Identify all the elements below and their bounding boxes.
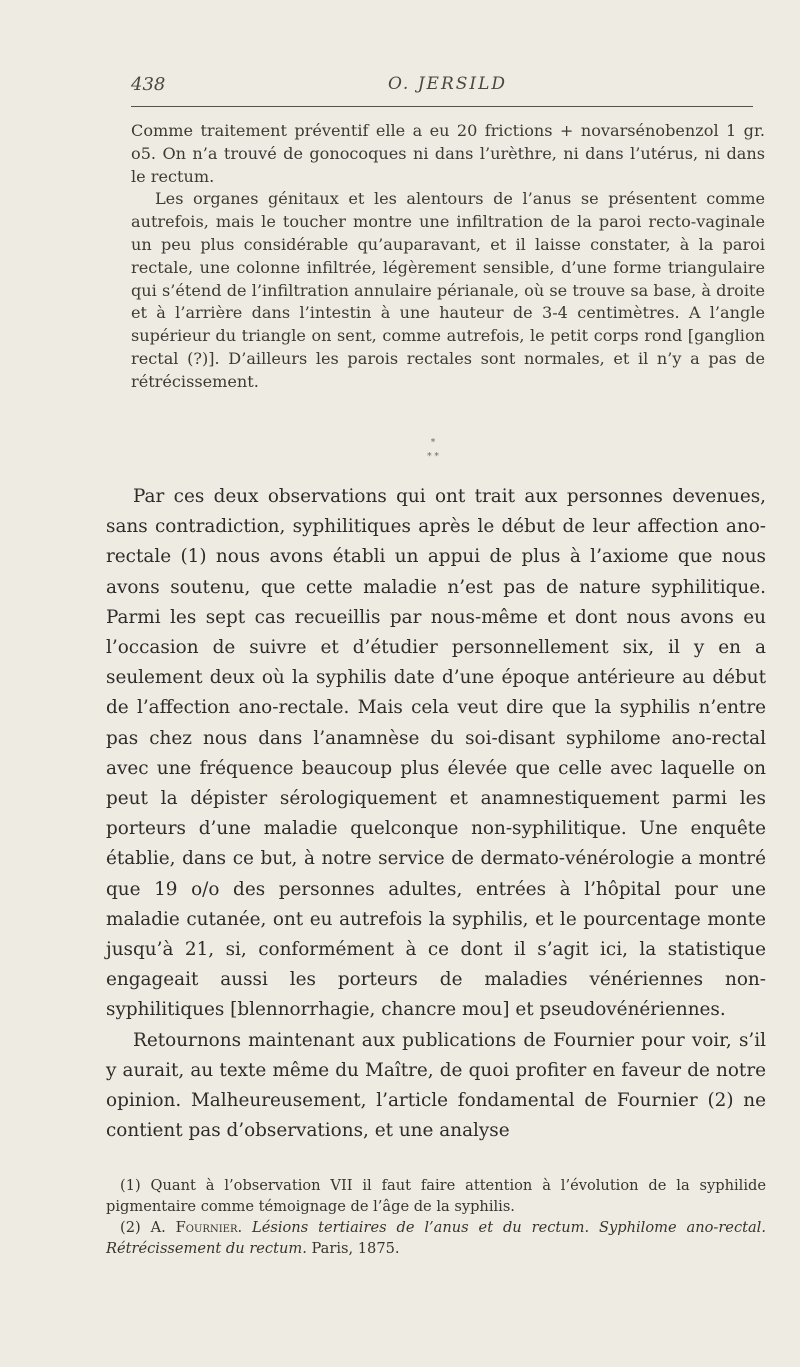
- paragraph: Retournons maintenant aux publications de Fournier pour voir, s’il y aurait, au texte même du Maître, de quoi profiter en faveur de notre opinion. Malheureusement, l’article fondamental de Fournier (2) ne contient pas d’observations, et une analyse: [106, 1029, 766, 1142]
- paragraph: Les organes génitaux et les alentours de l’anus se présentent comme autrefois, mais le toucher montre une infiltration de la paroi recto-vaginale un peu plus considérable qu’auparavant, et il laisse constater, à la paroi rectale, une colonne infiltrée, légèrement sensible, d’une forme triangulaire qui s’étend de l’infiltration annulaire périanale, où se trouve sa base, à droite et à l’arrière dans l’intestin à une hauteur de 3-4 centimètres. A l’angle supérieur du triangle on sent, comme autrefois, le petit corps rond [ganglion rectal (?)]. D’ailleurs les parois rectales sont normales, et il n’y a pas de rétrécissement.: [131, 189, 765, 391]
- footnote-1: (1) Quant à l’observation VII il faut faire attention à l’évolution de la syphilide pigmentaire comme témoignage de l’âge de la syphilis.: [106, 1177, 766, 1215]
- paragraph: Par ces deux observations qui ont trait aux personnes devenues, sans contradiction, syphilitiques après le début de leur affection ano-rectale (1) nous avons établi un appui de plus à l’axiome que nous avons soutenu, que cette maladie n’est pas de nature syphilitique. Parmi les sept cas recueillis par nous-même et dont nous avons eu l’occasion de suivre et d’étudier personnellement six, il y en a seulement deux où la syphilis date d’une époque antérieure au début de l’affection ano-rectale. Mais cela veut dire que la syphilis n’entre pas chez nous dans l’anamnèse du soi-disant syphilome ano-rectal avec une fréquence beaucoup plus élevée que celle avec laquelle on peut la dépister sérologiquement et anamnestiquement parmi les porteurs d’une maladie quelconque non-syphilitique. Une enquête établie, dans ce but, à notre service de dermato-vénérologie a montré que 19 o/o des personnes adultes, entrées à l’hôpital pour une maladie cutanée, ont eu autrefois la syphilis, et le pourcentage monte jusqu’à 21, si, conformément à ce dont il s’agit ici, la statistique engageait aussi les porteurs de maladies vénériennes non-syphilitiques [blennorrhagie, chancre mou] et pseudovénériennes.: [106, 486, 766, 1021]
- running-head: [131, 68, 764, 98]
- footnote-2-author: Fournier: [175, 1219, 238, 1236]
- section-separator: [418, 436, 448, 464]
- asterism-top: *: [430, 438, 436, 448]
- footnote-2-suffix: Paris, 1875.: [311, 1240, 400, 1257]
- header-rule: [131, 106, 753, 107]
- paragraph: Comme traitement préventif elle a eu 20 frictions + novarsénobenzol 1 gr. o5. On n’a trouvé de gonocoques ni dans l’urèthre, ni dans l’utérus, ni dans le rectum.: [131, 121, 765, 186]
- footnote-2: (2) A. Fournier. Lésions tertiaires de l’anus et du rectum. Syphilome ano-rectal. Rétrécissement du rectum. Paris, 1875.: [106, 1219, 766, 1257]
- main-text: [106, 482, 766, 1146]
- asterism-bottom: * *: [427, 452, 439, 462]
- footnote-2-prefix: (2) A.: [120, 1219, 166, 1236]
- footnotes: [106, 1175, 766, 1259]
- observation-continuation: [131, 120, 765, 394]
- running-title: O. JERSILD: [387, 74, 508, 94]
- footnote-2-title: Lésions tertiaires de l’anus et du rectum. Syphilome ano-rectal. Rétrécissement du rectum.: [106, 1219, 766, 1257]
- page-number: 438: [131, 74, 166, 95]
